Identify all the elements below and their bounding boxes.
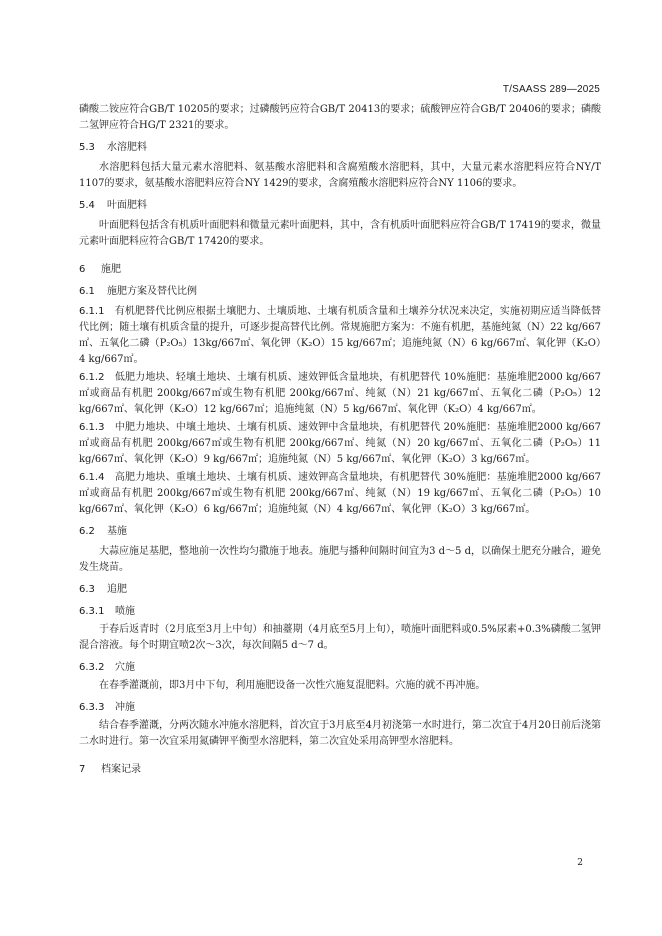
section-number: 7: [79, 764, 86, 775]
section-title: 水溶肥料: [107, 142, 147, 153]
section-5-4-body: 叶面肥料包括含有机质叶面肥料和微量元素叶面肥料，其中，含有机质叶面肥料应符合GB/T 17419的要求，微量元素叶面肥料应符合GB/T 17420的要求。: [79, 220, 601, 247]
section-6-heading: [79, 262, 601, 278]
section-7-heading: [79, 762, 601, 778]
clause-number: 6.1.2: [79, 372, 105, 383]
section-number: 6.2: [79, 526, 95, 537]
section-6-3-2-heading: [79, 660, 601, 676]
page-number: 2: [577, 858, 583, 868]
clause-6-1-3: [79, 420, 601, 468]
section-number: 5.4: [79, 200, 95, 211]
intro-paragraph: 磷酸二铵应符合GB/T 10205的要求；过磷酸钙应符合GB/T 20413的要求；硫酸钾应符合GB/T 20406的要求；磷酸二氢钾应符合HG/T 2321的要求。: [79, 104, 601, 131]
section-5-3-body: 水溶肥料包括大量元素水溶肥料、氨基酸水溶肥料和含腐殖酸水溶肥料，其中，大量元素水溶肥料应符合NY/T 1107的要求，氨基酸水溶肥料应符合NY 1429的要求，含腐殖酸水溶肥料应符合NY 1106的要求。: [79, 162, 601, 189]
section-title: 档案记录: [101, 764, 141, 775]
clause-text: 中肥力地块、中壤土地块、土壤有机质、速效钾中含量地块，有机肥替代 20%施肥：基施堆肥2000 kg/667㎡或商品有机肥 200kg/667㎡或生物有机肥 200kg/667㎡、纯氮（N）20 kg/667㎡、五氧化二磷（P₂O₅）11 kg/667㎡、氧化钾（K₂O）9 kg/667㎡；追施纯氮（N）5 kg/667㎡、氧化钾（K₂O）3 kg/667㎡。: [79, 422, 602, 465]
section-6-2-heading: [79, 524, 601, 540]
document-body: [79, 102, 601, 784]
clause-6-1-4: [79, 470, 601, 518]
section-6-3-1-heading: [79, 604, 601, 620]
section-5-4-heading: [79, 198, 601, 214]
section-6-1-heading: [79, 284, 601, 300]
clause-text: 有机肥替代比例应根据土壤肥力、土壤质地、土壤有机质含量和土壤养分状况来决定，实施初期应适当降低替代比例；随土壤有机质含量的提升，可逐步提高替代比例。常规施肥方案为：不施有机肥，基施纯氮（N）22 kg/667㎡、五氧化二磷（P₂O₅）13kg/667㎡、氧化钾（K₂O）15 kg/667㎡；追施纯氮（N）6 kg/667㎡、氧化钾（K₂O）4 kg/667㎡。: [79, 306, 602, 365]
section-title: 追肥: [107, 584, 127, 595]
section-title: 叶面肥料: [107, 200, 147, 211]
section-title: 冲施: [115, 702, 135, 713]
section-5-3-heading: [79, 140, 601, 156]
clause-text: 高肥力地块、重壤土地块、土壤有机质、速效钾高含量地块，有机肥替代 30%施肥：基施堆肥2000 kg/667㎡或商品有机肥 200kg/667㎡或生物有机肥 200kg/667㎡、纯氮（N）19 kg/667㎡、五氧化二磷（P₂O₅）10 kg/667㎡、氧化钾（K₂O）6 kg/667㎡；追施纯氮（N）4 kg/667㎡、氧化钾（K₂O）3 kg/667㎡。: [79, 472, 602, 515]
clause-number: 6.1.3: [79, 422, 105, 433]
section-6-3-2-body: 在春季灌溉前，即3月中下旬，利用施肥设备一次性穴施复混肥料。穴施的就不再冲施。: [99, 680, 486, 691]
section-title: 穴施: [115, 662, 135, 673]
section-title: 喷施: [115, 606, 135, 617]
section-number: 6.3.2: [79, 662, 105, 673]
clause-6-1-2: [79, 370, 601, 418]
section-title: 基施: [107, 526, 127, 537]
section-number: 6.1: [79, 286, 95, 297]
section-number: 6.3.1: [79, 606, 105, 617]
section-number: 6: [79, 264, 86, 275]
clause-text: 低肥力地块、轻壤土地块、土壤有机质、速效钾低含量地块，有机肥替代 10%施肥：基施堆肥2000 kg/667㎡或商品有机肥 200kg/667㎡或生物有机肥 200kg/667㎡、纯氮（N）21 kg/667㎡、五氧化二磷（P₂O₅）12 kg/667㎡、氧化钾（K₂O）12 kg/667㎡；追施纯氮（N）5 kg/667㎡、氧化钾（K₂O）4 kg/667㎡。: [79, 372, 602, 415]
section-number: 6.3: [79, 584, 95, 595]
section-6-3-1-body: 于春后返青时（2月底至3月上中旬）和抽薹期（4月底至5月上旬），喷施叶面肥料或0.5%尿素+0.3%磷酸二氢钾混合溶液。每个时期宜喷2次～3次，每次间隔5 d～7 d。: [79, 624, 601, 651]
section-6-3-3-heading: [79, 700, 601, 716]
clause-number: 6.1.1: [79, 306, 105, 317]
clause-number: 6.1.4: [79, 472, 105, 483]
section-6-2-body: 大蒜应施足基肥，整地前一次性均匀撒施于地表。施肥与播种间隔时间宜为3 d～5 d，以确保土肥充分融合，避免发生烧苗。: [79, 546, 601, 573]
document-code: T/SAASS 289—2025: [502, 84, 600, 95]
section-number: 5.3: [79, 142, 95, 153]
section-6-3-3-body: 结合春季灌溉，分两次随水冲施水溶肥料，首次宜于3月底至4月初浇第一水时进行，第二次宜于4月20日前后浇第二水时进行。第一次宜采用氮磷钾平衡型水溶肥料，第二次宜处采用高钾型水溶肥料。: [79, 720, 601, 747]
clause-6-1-1: [79, 304, 601, 368]
section-6-3-heading: [79, 582, 601, 598]
section-title: 施肥: [101, 264, 121, 275]
section-number: 6.3.3: [79, 702, 105, 713]
section-title: 施肥方案及替代比例: [107, 286, 197, 297]
